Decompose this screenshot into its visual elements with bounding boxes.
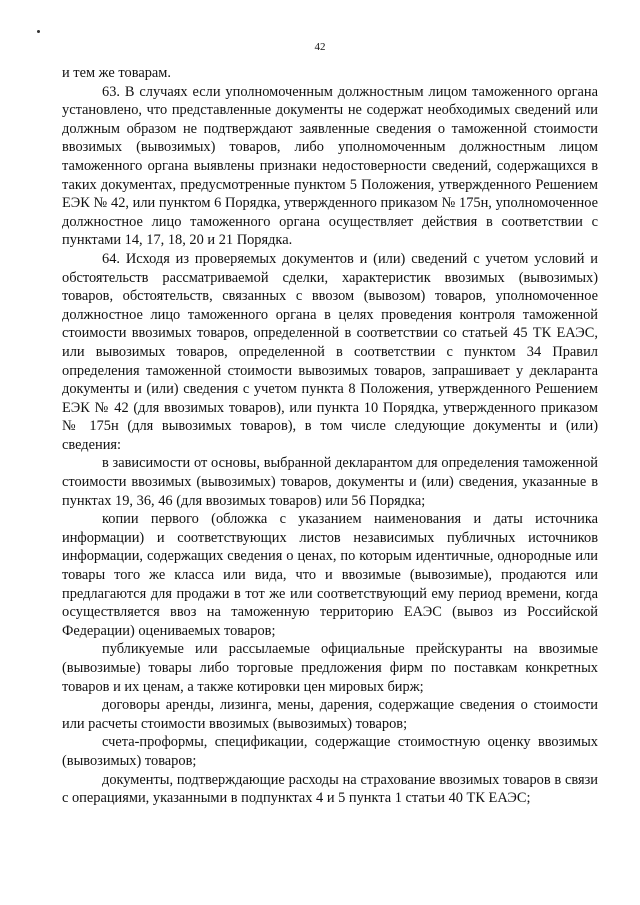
scan-artifact-dot — [37, 30, 40, 33]
list-entry-proforma-invoices: счета-проформы, спецификации, содержащие стоимостную оценку ввозимых (вывозимых) товаров; — [62, 734, 598, 769]
paragraph-item-63: 63. В случаях если уполномоченным должностным лицом таможенного органа установлено, что представленные документы не содержат необходимых сведений или должным образом не подтверждают заявленные сведения о таможенной стоимости ввозимых (вывозимых) товаров, либо уполномоченным должностным лицом таможенного органа выявлены признаки недостоверности сведений, содержащихся в таких документах, предусмотренные пунктом 5 Положения, утвержденного Решением ЕЭК № 42, или пунктом 6 Порядка, утвержденного приказом № 175н, уполномоченное должностное лицо таможенного органа осуществляет действия в соответствии с пунктами 14, 17, 18, 20 и 21 Порядка. — [62, 83, 598, 249]
paragraph-item-64: 64. Исходя из проверяемых документов и (или) сведений с учетом условий и обстоятельств рассматриваемой сделки, характеристик ввозимых (вывозимых) товаров, обстоятельств, связанных с ввозом (вывозом) товаров, уполномоченное должностное лицо таможенного органа в целях проведения контроля таможенной стоимости ввозимых товаров, определенной в соответствии со статьей 45 ТК ЕАЭС, или вывозимых товаров, определенной в соответствии с пунктом 34 Правил определения таможенной стоимости вывозимых товаров, запрашивает у декларанта документы и (или) сведения с учетом пункта 8 Положения, утвержденного Решением ЕЭК № 42 (для ввозимых товаров), или пункта 10 Порядка, утвержденного приказом № 175н (для вывозимых товаров), в том числе следующие документы и (или) сведения: — [62, 250, 598, 453]
list-entry-insurance-documents: документы, подтверждающие расходы на страхование ввозимых товаров в связи с операциями, указанными в подпунктах 4 и 5 пункта 1 статьи 40 ТК ЕАЭС; — [62, 771, 598, 807]
list-entry-price-lists: публикуемые или рассылаемые официальные прейскуранты на ввозимые (вывозимые) товары либо торговые предложения фирм по поставкам конкретных товаров и их ценам, а также котировки цен мировых бирж; — [62, 641, 598, 695]
list-entry-valuation-basis-documents: в зависимости от основы, выбранной декларантом для определения таможенной стоимости ввозимых (вывозимых) товаров, документы и (или) сведения, указанные в пунктах 19, 36, 46 (для ввозимых товаров) или 56 Порядка; — [62, 455, 598, 509]
list-entry-lease-contracts: договоры аренды, лизинга, мены, дарения, содержащие сведения о стоимости или расчеты стоимости ввозимых (вывозимых) товаров; — [62, 697, 598, 732]
page-number: 42 — [314, 41, 326, 53]
paragraph-continuation: и тем же товарам. — [62, 65, 171, 81]
document-body — [62, 64, 598, 808]
list-entry-public-source-copies: копии первого (обложка с указанием наименования и даты источника информации) и соответствующих листов независимых публичных источников информации, содержащих сведения о ценах, по которым идентичные, однородные или товары того же класса или вида, что и ввозимые (вывозимые), продаются или предлагаются для продажи в тот же или соответствующий ему период времени, когда осуществляется ввоз на таможенную территорию ЕАЭС (вывоз из Российской Федерации) оцениваемых товаров; — [62, 511, 598, 639]
